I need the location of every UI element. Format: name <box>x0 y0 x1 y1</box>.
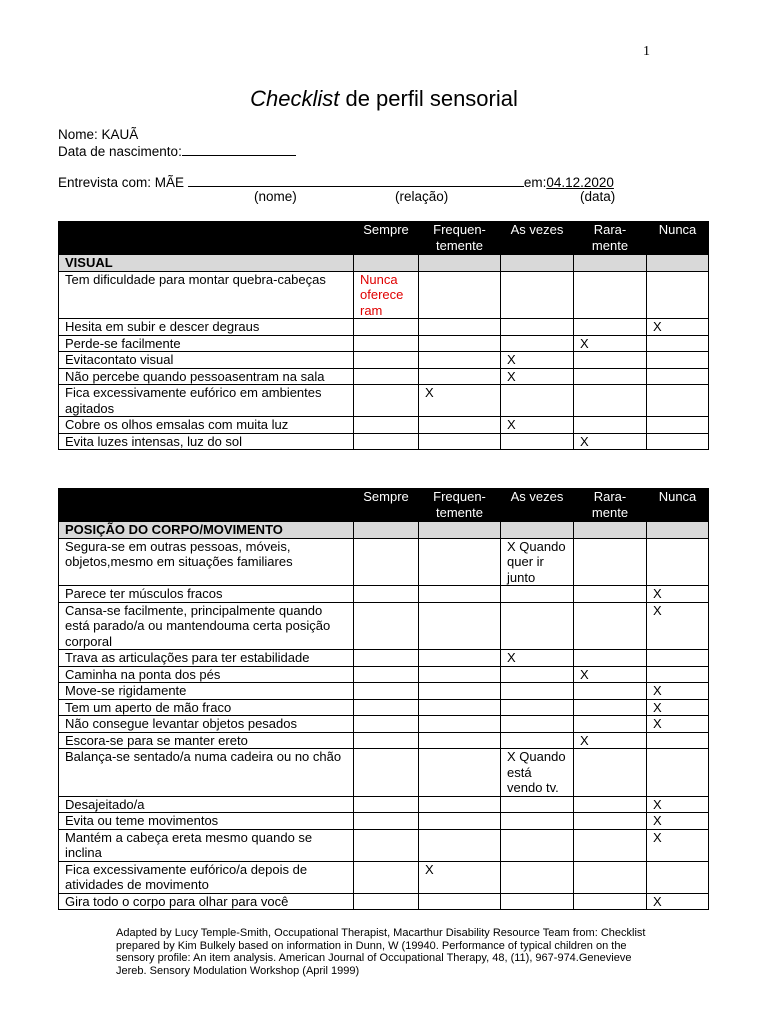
table-row <box>59 586 709 603</box>
column-header: Nunca <box>647 489 709 522</box>
footer-citation: Adapted by Lucy Temple-Smith, Occupational Therapist, Macarthur Disability Resource Team from: Checklist prepared by Kim Bulkely based on information in Dunn, W (19940. Performance of typical children on the sensory profile: An item analysis. American Journal of Occupational Therapy, 48, (11), 967-974.Genevieve Jereb. Sensory Modulation Workshop (April 1999) <box>116 927 646 977</box>
rating-cell <box>574 538 647 586</box>
rating-cell: X <box>647 813 709 830</box>
item-label: Cansa-se facilmente, principalmente quando está parado/a ou mantendouma certa posição corporal <box>59 602 354 650</box>
date-prefix: em: <box>523 175 547 190</box>
rating-cell <box>354 716 419 733</box>
rating-cell <box>354 602 419 650</box>
rating-cell <box>647 271 709 319</box>
table-row <box>59 602 709 650</box>
item-label: Desajeitado/a <box>59 796 354 813</box>
item-label: Mantém a cabeça ereta mesmo quando se inclina <box>59 829 354 861</box>
rating-cell <box>574 271 647 319</box>
rating-cell <box>419 433 501 450</box>
rating-cell: X <box>647 699 709 716</box>
interview-date: 04.12.2020 <box>546 175 614 190</box>
rating-cell: X <box>647 586 709 603</box>
rating-cell <box>354 352 419 369</box>
rating-cell <box>354 368 419 385</box>
rating-cell <box>574 650 647 667</box>
item-label: Não percebe quando pessoasentram na sala <box>59 368 354 385</box>
rating-cell <box>574 417 647 434</box>
rating-cell <box>419 352 501 369</box>
rating-cell <box>574 699 647 716</box>
rating-cell <box>354 829 419 861</box>
interview-blank <box>188 174 524 187</box>
rating-cell <box>354 749 419 797</box>
birth-line <box>58 143 296 159</box>
rating-cell <box>647 732 709 749</box>
rating-cell <box>354 666 419 683</box>
section-empty-cell <box>647 255 709 272</box>
item-label: Caminha na ponta dos pés <box>59 666 354 683</box>
rating-cell <box>574 796 647 813</box>
rating-cell <box>354 893 419 910</box>
rating-cell: X <box>647 319 709 336</box>
section-row <box>59 522 709 539</box>
rating-cell <box>574 749 647 797</box>
table-row <box>59 829 709 861</box>
item-label: Cobre os olhos emsalas com muita luz <box>59 417 354 434</box>
rating-cell <box>574 586 647 603</box>
table-row <box>59 732 709 749</box>
rating-cell <box>574 319 647 336</box>
rating-cell <box>501 433 574 450</box>
rating-cell <box>354 699 419 716</box>
rating-cell <box>354 813 419 830</box>
rating-cell <box>647 749 709 797</box>
rating-cell <box>354 319 419 336</box>
item-label: Balança-se sentado/a numa cadeira ou no chão <box>59 749 354 797</box>
table-row <box>59 368 709 385</box>
rating-cell <box>647 861 709 893</box>
caption-relacao: (relação) <box>395 189 449 204</box>
rating-cell <box>419 749 501 797</box>
item-label: Não consegue levantar objetos pesados <box>59 716 354 733</box>
birth-label: Data de nascimento: <box>58 144 182 159</box>
rating-cell <box>419 893 501 910</box>
rating-cell <box>501 813 574 830</box>
rating-cell: X <box>647 796 709 813</box>
table-row <box>59 716 709 733</box>
name-line <box>58 127 138 142</box>
caption-data: (data) <box>580 189 616 204</box>
item-label: Evita ou teme movimentos <box>59 813 354 830</box>
rating-cell <box>419 699 501 716</box>
section-empty-cell <box>501 522 574 539</box>
item-label: Fica excessivamente eufórico/a depois de atividades de movimento <box>59 861 354 893</box>
rating-cell: X <box>647 602 709 650</box>
section-empty-cell <box>647 522 709 539</box>
rating-cell <box>647 352 709 369</box>
table-row <box>59 683 709 700</box>
column-header: As vezes <box>501 222 574 255</box>
rating-cell: X <box>419 385 501 417</box>
rating-cell <box>574 602 647 650</box>
header-row <box>59 489 709 522</box>
rating-cell <box>419 586 501 603</box>
rating-cell <box>574 683 647 700</box>
name-label: Nome: KAUÃ <box>58 127 139 142</box>
table-row <box>59 666 709 683</box>
section-empty-cell <box>574 522 647 539</box>
table-row <box>59 417 709 434</box>
rating-cell <box>501 893 574 910</box>
table-row <box>59 813 709 830</box>
rating-cell: X Quando está vendo tv. <box>501 749 574 797</box>
rating-cell <box>419 368 501 385</box>
rating-cell <box>501 666 574 683</box>
item-label: Perde-se facilmente <box>59 335 354 352</box>
rating-cell <box>419 602 501 650</box>
rating-cell <box>419 650 501 667</box>
rating-cell <box>501 319 574 336</box>
section-empty-cell <box>419 255 501 272</box>
column-header <box>59 489 354 522</box>
item-label: Tem dificuldade para montar quebra-cabeças <box>59 271 354 319</box>
column-header: Frequen- temente <box>419 222 501 255</box>
item-label: Evitacontato visual <box>59 352 354 369</box>
item-label: Tem um aperto de mão fraco <box>59 699 354 716</box>
table-row <box>59 699 709 716</box>
item-label: Fica excessivamente eufórico em ambientes agitados <box>59 385 354 417</box>
rating-cell <box>574 385 647 417</box>
table-row <box>59 433 709 450</box>
item-label: Segura-se em outras pessoas, móveis, objetos,mesmo em situações familiares <box>59 538 354 586</box>
rating-cell <box>647 433 709 450</box>
rating-cell <box>419 271 501 319</box>
page-number: 1 <box>643 44 650 59</box>
rating-cell <box>354 683 419 700</box>
caption-nome: (nome) <box>254 189 297 204</box>
rating-cell <box>501 586 574 603</box>
rating-cell <box>419 683 501 700</box>
section-empty-cell <box>501 255 574 272</box>
rating-cell: X <box>501 650 574 667</box>
rating-cell <box>354 335 419 352</box>
rating-cell: X <box>647 683 709 700</box>
table-row <box>59 352 709 369</box>
rating-cell <box>419 538 501 586</box>
interview-label: Entrevista com: MÃE <box>58 175 185 190</box>
rating-cell <box>574 861 647 893</box>
title-rest: de perfil sensorial <box>339 86 518 111</box>
rating-cell <box>354 586 419 603</box>
rating-cell <box>419 335 501 352</box>
section-empty-cell <box>354 255 419 272</box>
rating-cell: X <box>647 893 709 910</box>
section-heading: VISUAL <box>59 255 354 272</box>
item-label: Gira todo o corpo para olhar para você <box>59 893 354 910</box>
table-row <box>59 893 709 910</box>
rating-cell <box>419 813 501 830</box>
rating-cell <box>354 650 419 667</box>
rating-cell: X <box>647 716 709 733</box>
table-row <box>59 650 709 667</box>
rating-cell <box>354 796 419 813</box>
table-row <box>59 335 709 352</box>
rating-cell: X <box>419 861 501 893</box>
rating-cell: X <box>501 352 574 369</box>
rating-cell <box>501 732 574 749</box>
interview-line <box>58 174 614 190</box>
rating-cell: Nunca oferece ram <box>354 271 419 319</box>
section-empty-cell <box>354 522 419 539</box>
rating-cell: X <box>574 433 647 450</box>
rating-cell <box>354 417 419 434</box>
rating-cell: X <box>574 335 647 352</box>
rating-cell <box>574 829 647 861</box>
rating-cell <box>354 433 419 450</box>
rating-cell <box>647 666 709 683</box>
rating-cell <box>574 716 647 733</box>
rating-cell <box>354 732 419 749</box>
rating-cell <box>574 352 647 369</box>
rating-cell <box>647 417 709 434</box>
rating-cell <box>354 385 419 417</box>
rating-cell <box>501 861 574 893</box>
visual-checklist-table <box>58 221 709 450</box>
rating-cell <box>501 716 574 733</box>
birth-blank <box>182 143 296 156</box>
rating-cell <box>647 335 709 352</box>
item-label: Evita luzes intensas, luz do sol <box>59 433 354 450</box>
item-label: Parece ter músculos fracos <box>59 586 354 603</box>
rating-cell <box>419 829 501 861</box>
table-row <box>59 385 709 417</box>
rating-cell <box>419 796 501 813</box>
table-row <box>59 861 709 893</box>
column-header: Nunca <box>647 222 709 255</box>
title-italic: Checklist <box>250 86 340 111</box>
rating-cell <box>501 829 574 861</box>
rating-cell: X Quando quer ir junto <box>501 538 574 586</box>
column-header: Rara- mente <box>574 222 647 255</box>
rating-cell <box>501 796 574 813</box>
rating-cell <box>647 368 709 385</box>
rating-cell <box>647 650 709 667</box>
page-title <box>0 86 768 112</box>
section-row <box>59 255 709 272</box>
table-row <box>59 538 709 586</box>
rating-cell: X <box>647 829 709 861</box>
column-header: Rara- mente <box>574 489 647 522</box>
rating-cell <box>501 683 574 700</box>
rating-cell <box>574 813 647 830</box>
rating-cell <box>501 335 574 352</box>
section-empty-cell <box>419 522 501 539</box>
rating-cell <box>419 666 501 683</box>
section-empty-cell <box>574 255 647 272</box>
item-label: Escora-se para se manter ereto <box>59 732 354 749</box>
rating-cell: X <box>574 732 647 749</box>
rating-cell <box>354 538 419 586</box>
rating-cell <box>501 385 574 417</box>
rating-cell <box>419 732 501 749</box>
rating-cell <box>501 602 574 650</box>
column-header: Frequen- temente <box>419 489 501 522</box>
rating-cell <box>647 385 709 417</box>
column-header: Sempre <box>354 222 419 255</box>
rating-cell <box>419 716 501 733</box>
rating-cell: X <box>574 666 647 683</box>
rating-cell <box>501 699 574 716</box>
movement-checklist-table <box>58 488 709 910</box>
rating-cell <box>647 538 709 586</box>
rating-cell <box>501 271 574 319</box>
column-header <box>59 222 354 255</box>
rating-cell <box>574 368 647 385</box>
rating-cell <box>354 861 419 893</box>
item-label: Hesita em subir e descer degraus <box>59 319 354 336</box>
rating-cell: X <box>501 368 574 385</box>
rating-cell <box>419 319 501 336</box>
rating-cell: X <box>501 417 574 434</box>
section-heading: POSIÇÃO DO CORPO/MOVIMENTO <box>59 522 354 539</box>
table-row <box>59 271 709 319</box>
table-row <box>59 796 709 813</box>
rating-cell <box>419 417 501 434</box>
rating-cell <box>574 893 647 910</box>
column-header: As vezes <box>501 489 574 522</box>
item-label: Move-se rigidamente <box>59 683 354 700</box>
header-row <box>59 222 709 255</box>
column-header: Sempre <box>354 489 419 522</box>
item-label: Trava as articulações para ter estabilidade <box>59 650 354 667</box>
table-row <box>59 319 709 336</box>
table-row <box>59 749 709 797</box>
